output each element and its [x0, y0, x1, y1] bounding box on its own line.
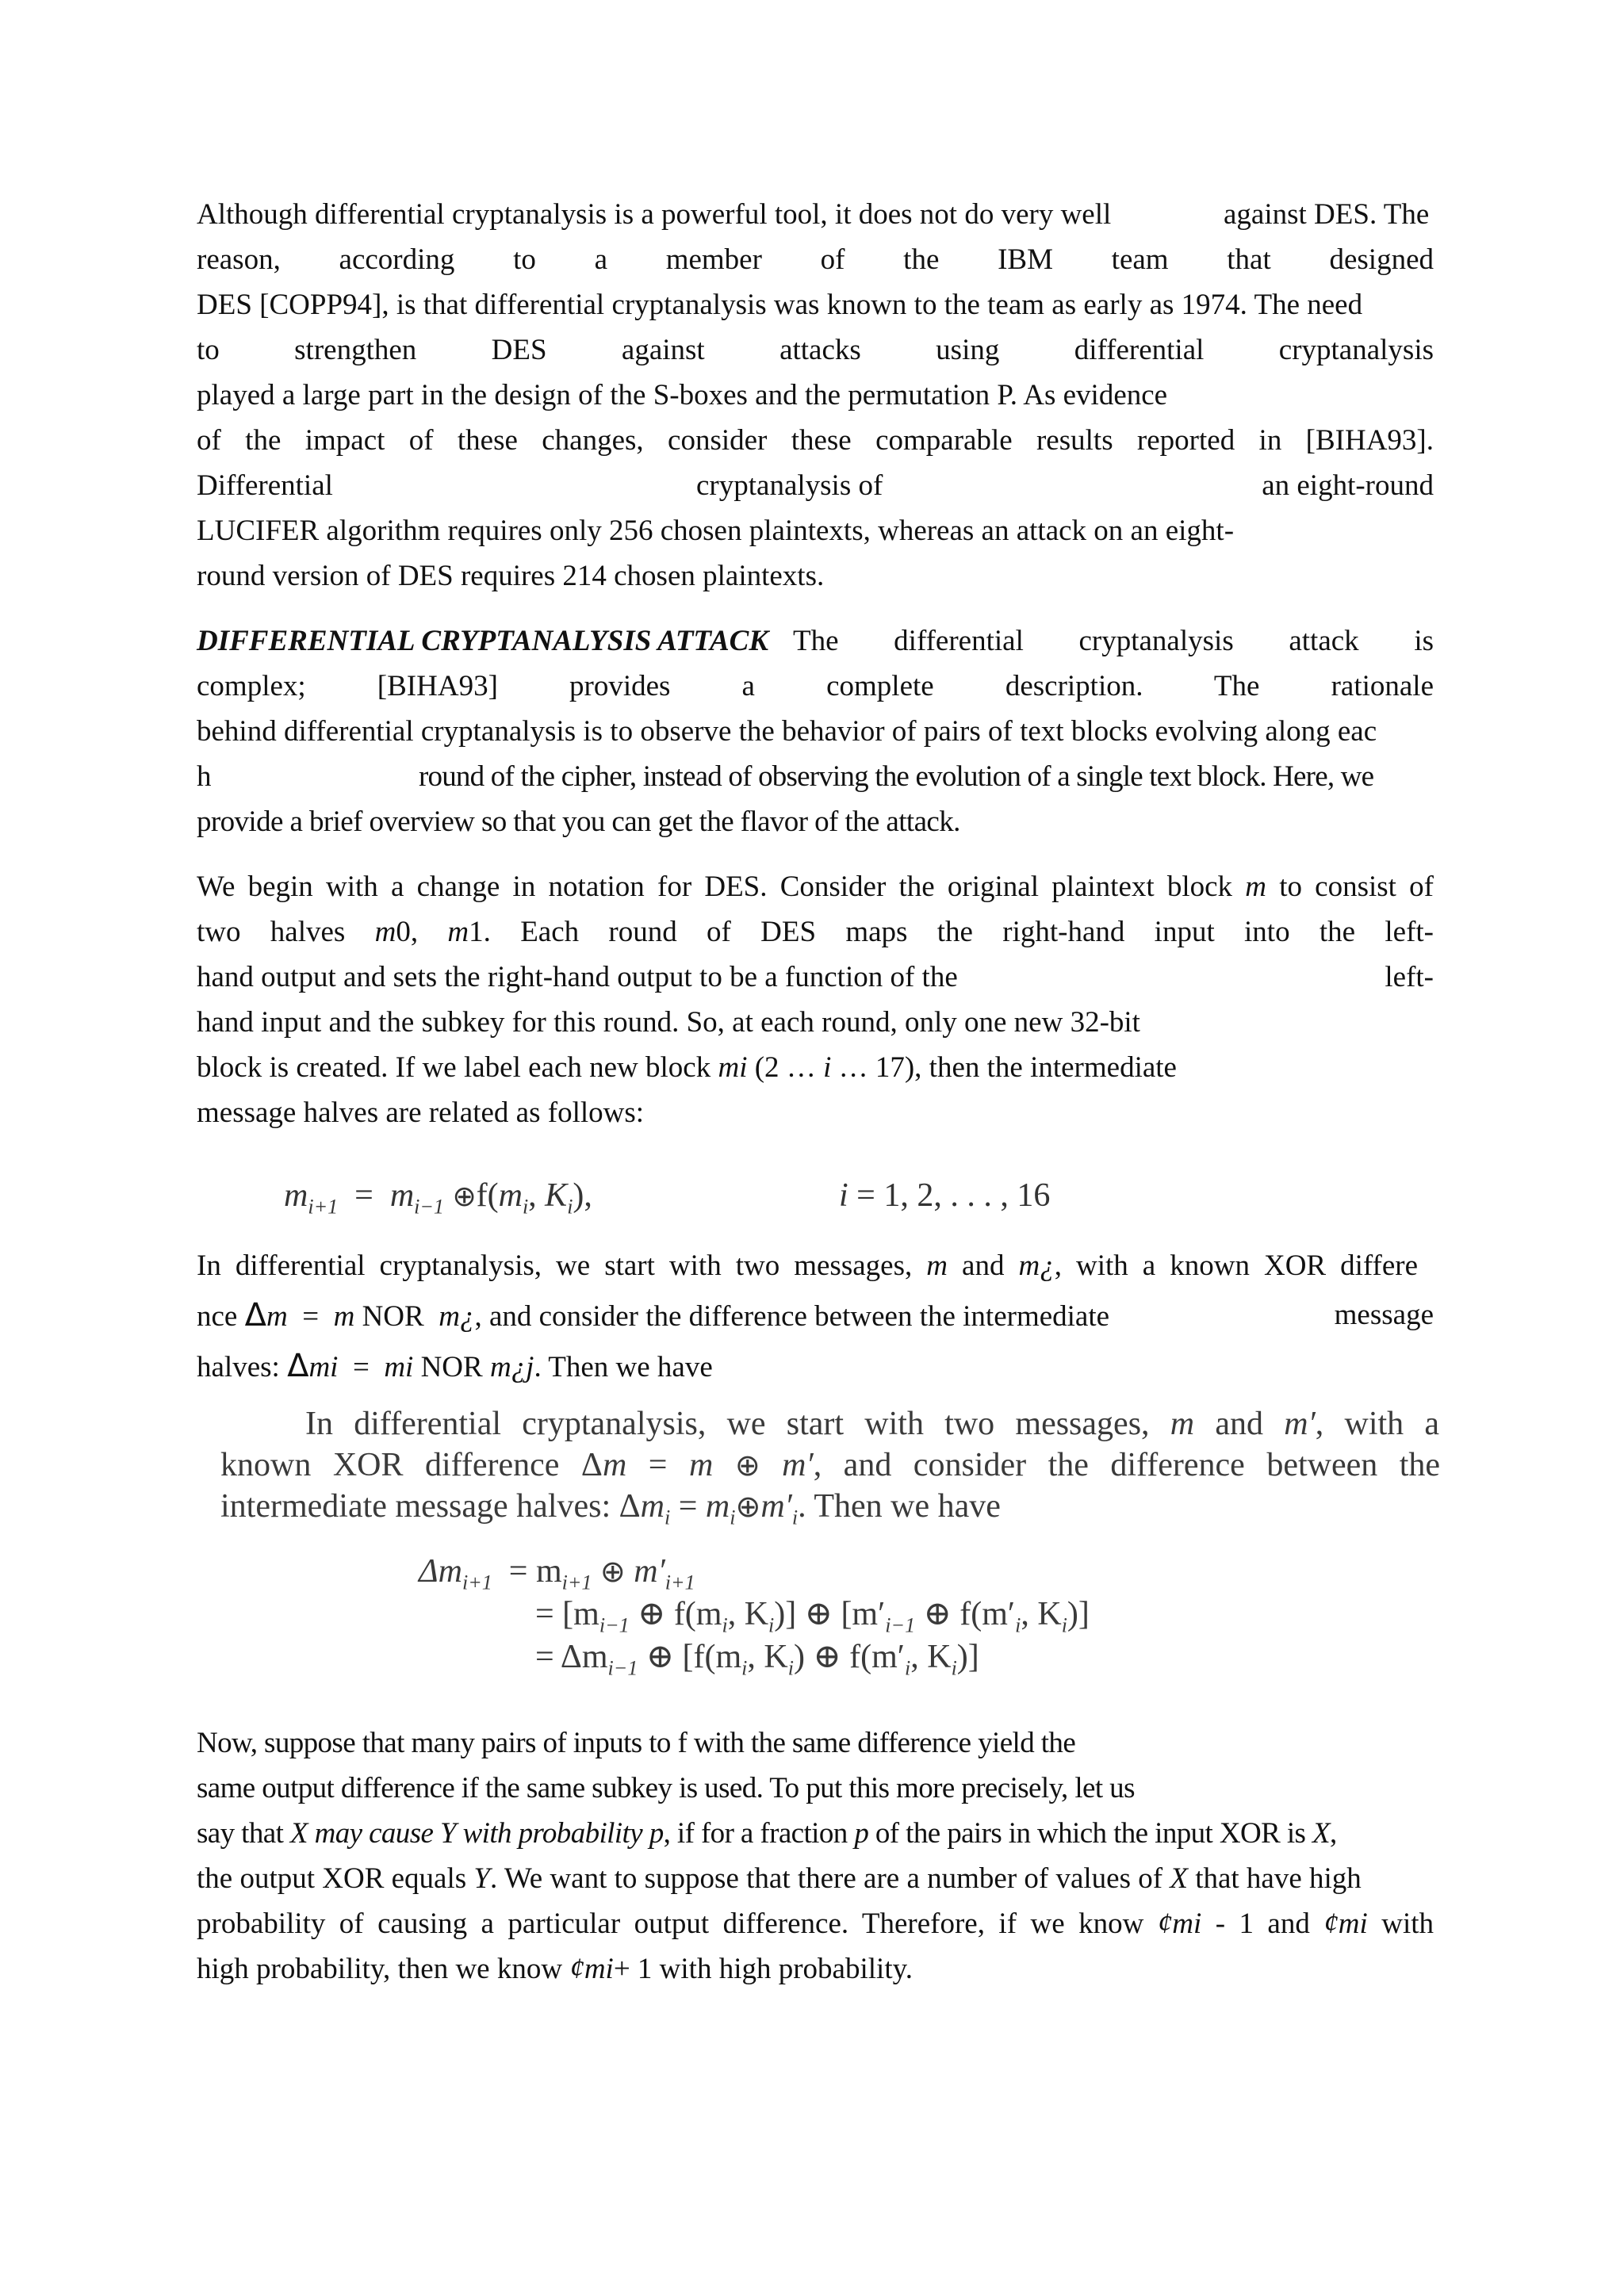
paragraph-1-line-4: to strengthen DES against attacks using differential cryptanalysis: [197, 334, 1434, 366]
paragraph-4-line-1: In differential cryptanalysis, we start with two messages, m and m¿, with a known XOR differe: [197, 1249, 1419, 1282]
paragraph-1-line-2: reason, according to a member of the IBM team that designed: [197, 243, 1434, 276]
figure-line-1: In differential cryptanalysis, we start with two messages, m and m′, with a: [305, 1406, 1440, 1442]
paragraph-4-line-2: nce Δm = m NOR m¿, and consider the difference between the intermediate message: [197, 1297, 1434, 1334]
paragraph-5-line-5: probability of causing a particular output difference. Therefore, if we know ¢mi - 1 and ¢mi with: [197, 1908, 1434, 1940]
paragraph-3-line-1: We begin with a change in notation for DES. Consider the original plaintext block m to consist of: [197, 871, 1434, 903]
textbook-excerpt-figure: [214, 1403, 1483, 1705]
paragraph-3-line-4: hand input and the subkey for this round. So, at each round, only one new 32-bit: [197, 1006, 1140, 1039]
paragraph-5-line-3: say that X may cause Y with probability p, if for a fraction p of the pairs in which the input XOR is X,: [197, 1817, 1337, 1850]
paragraph-2-line-5: provide a brief overview so that you can get the flavor of the attack.: [197, 806, 960, 838]
paragraph-2-line-2: complex; [BIHA93] provides a complete description. The rationale: [197, 670, 1434, 702]
paragraph-5-line-4: the output XOR equals Y. We want to suppose that there are a number of values of X that have high: [197, 1862, 1362, 1895]
paragraph-3-line-6: message halves are related as follows:: [197, 1096, 645, 1129]
paragraph-1-line-5: played a large part in the design of the S-boxes and the permutation P. As evidence: [197, 379, 1168, 411]
paragraph-3-line-5: block is created. If we label each new block mi (2 … i … 17), then the intermediate: [197, 1051, 1177, 1084]
paragraph-1-line-7: Differential cryptanalysis of an eight-round: [197, 469, 1434, 502]
paragraph-4-line-3: halves: Δmi = mi NOR m¿j. Then we have: [197, 1348, 713, 1384]
paragraph-3-line-3: hand output and sets the right-hand output to be a function of the left-: [197, 961, 1434, 993]
paragraph-1-line-9: round version of DES requires 214 chosen plaintexts.: [197, 560, 825, 592]
paragraph-1-line-3: DES [COPP94], is that differential cryptanalysis was known to the team as early as 1974. The need: [197, 289, 1363, 321]
paragraph-3-line-2: two halves m0, m1. Each round of DES maps the right-hand input into the left-: [197, 916, 1434, 948]
paragraph-5-line-1: Now, suppose that many pairs of inputs to f with the same difference yield the: [197, 1727, 1076, 1759]
paragraph-5-line-6: high probability, then we know ¢mi+ 1 with high probability.: [197, 1953, 913, 1985]
equation-round-function: $m_{i+1} = m_{i-1}$ $\oplus f(m_i$, $K_i$), i = 1, 2, . . . , 16: [284, 1177, 1051, 1219]
paragraph-2-line-3: behind differential cryptanalysis is to observe the behavior of pairs of text blocks evolving along eac: [197, 715, 1377, 748]
paragraph-1-line-8: LUCIFER algorithm requires only 256 chosen plaintexts, whereas an attack on an eight-: [197, 515, 1235, 547]
paragraph-2-line-1: DIFFERENTIAL CRYPTANALYSIS ATTACK The differential cryptanalysis attack is: [197, 625, 1434, 657]
paragraph-1-line-1: Although differential cryptanalysis is a powerful tool, it does not do very well against DES. The: [197, 198, 1430, 231]
figure-line-3: intermediate message halves: $\Delta m_i$ = $m_i\oplus m'_i$. Then we have: [220, 1488, 1001, 1529]
figure-equation-3: = $\Delta m_{i-1}$ ⊕ [$f(m_i$, $K_i$) ⊕ $f(m'_i$, $K_i$)]: [535, 1639, 979, 1680]
figure-line-2: known XOR difference Δm = m ⊕ m′, and consider the difference between the: [220, 1447, 1441, 1483]
figure-equation-1: $\Delta m_{i+1} = m_{i+1}$ ⊕ $m'_{i+1}$: [419, 1553, 695, 1594]
paragraph-5-line-2: same output difference if the same subkey is used. To put this more precisely, let us: [197, 1772, 1135, 1804]
section-heading: DIFFERENTIAL CRYPTANALYSIS ATTACK: [197, 625, 769, 657]
paragraph-1-line-6: of the impact of these changes, consider these comparable results reported in [BIHA93].: [197, 424, 1434, 457]
figure-equation-2: = [$m_{i-1}$ ⊕ $f(m_i$, $K_i$)] ⊕ [$m'_{i-1}$ ⊕ $f(m'_i$, $K_i$)]: [535, 1596, 1090, 1637]
paragraph-2-line-4: h round of the cipher, instead of observing the evolution of a single text block. Here, we: [197, 760, 1374, 793]
